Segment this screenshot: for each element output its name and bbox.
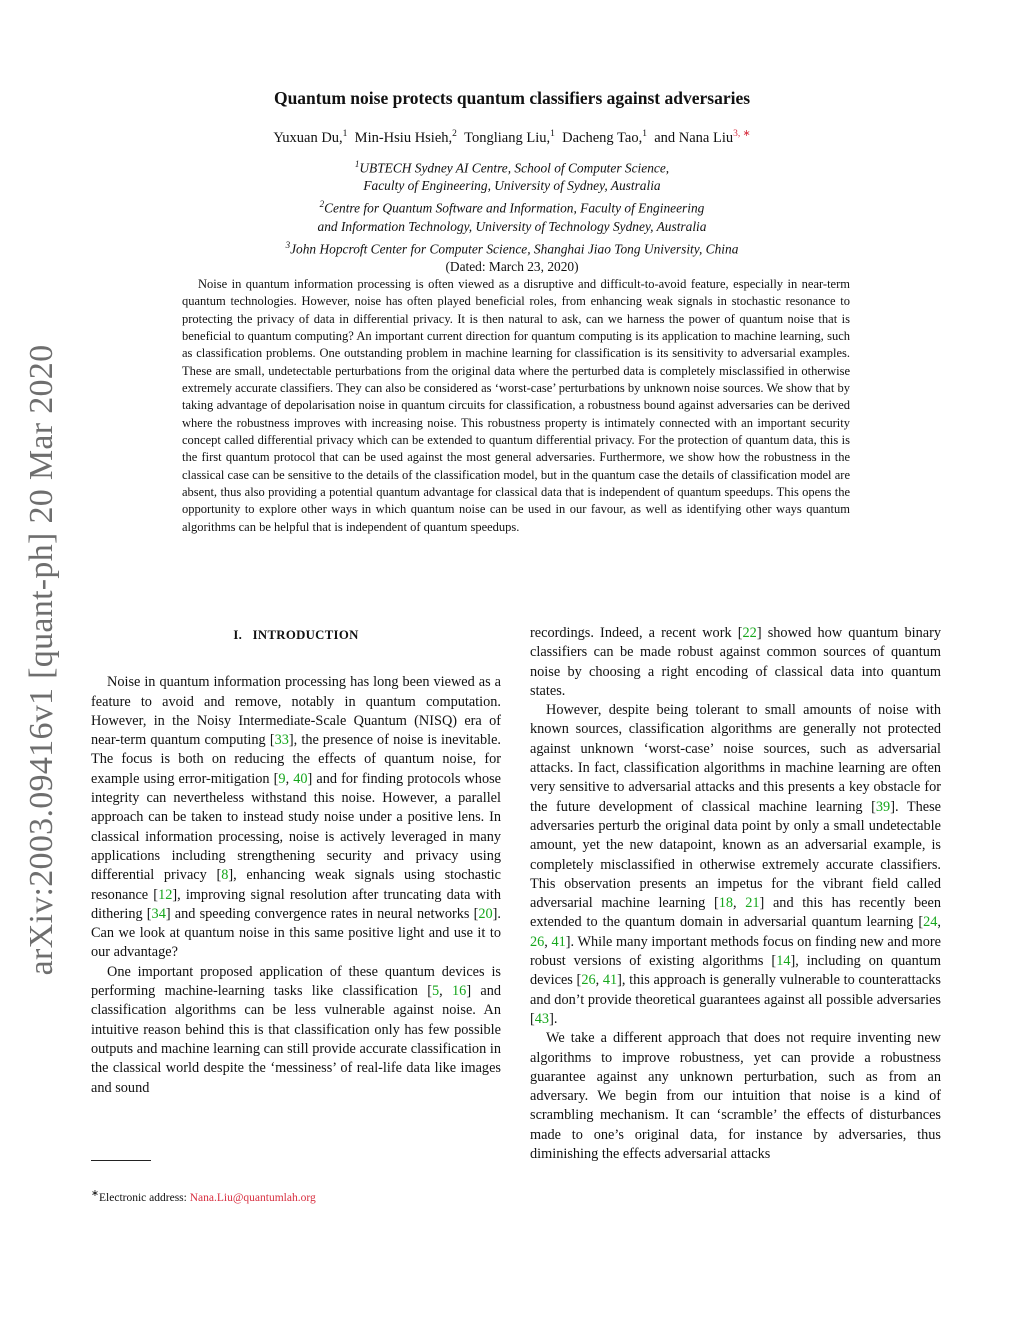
citation-link[interactable]: 12 xyxy=(158,886,173,903)
text-run: One important proposed application of these quantum devices is performing machine-learning tasks like classification [ xyxy=(91,963,501,1000)
footnote: ∗Electronic address: Nana.Liu@quantumlah.org xyxy=(91,1188,316,1204)
text-run: We take a different approach that does not require inventing new algorithms to improve robustness, yet can provide a robustness guarantee against any unknown perturbation, such as from an adversary. We begin from our intuition that noise is a kind of scrambling mechanism. It can ‘scramble’ the effects of disturbances made to one’s original data, for instance by adversaries, thus diminishing the effects adversarial attacks xyxy=(530,1030,941,1163)
date-line: (Dated: March 23, 2020) xyxy=(445,259,579,275)
citation-link[interactable]: 8 xyxy=(221,867,229,884)
citation-link[interactable]: 34 xyxy=(151,905,166,922)
text-run: , xyxy=(439,983,453,1000)
text-run: , xyxy=(733,895,746,912)
arxiv-identifier: arXiv:2003.09416v1 [quant-ph] 20 Mar 2020 xyxy=(23,344,60,976)
author: Yuxuan Du,$^1$ xyxy=(273,129,348,146)
email-link[interactable]: Nana.Liu@quantumlah.org xyxy=(189,1191,316,1204)
text-run: , xyxy=(937,914,941,931)
affiliation-line: $^3$John Hopcroft Center for Computer Science, Shanghai Jiao Tong University, China xyxy=(285,239,739,257)
text-run: ], the presence of noise is inevitable. The focus is both on reducing the effects of quantum noise, for example using error-mitigation [ xyxy=(91,732,501,787)
text-run: recordings. Indeed, a recent work [ xyxy=(530,625,743,641)
text-run: ], improving signal resolution after truncating data with dithering [ xyxy=(91,886,501,922)
abstract-text: Noise in quantum information processing is often viewed as a disruptive and difficult-to-avoid feature, especially in near-term quantum technologies. However, noise has often played beneficial roles, from enhancing weak signals in stochastic resonance to protecting the privacy of data in differential privacy. It is then natural to ask, can we harness the power of quantum noise that is beneficial to quantum computing? An important current direction for quantum computing is its application to machine learning, such as classification problems. One outstanding problem in machine learning for classification is its sensitivity to adversarial examples. These are small, undetectable perturbations from the original data where the perturbed data is completely misclassified in otherwise extremely accurate classifiers. They can also be considered as ‘worst-case’ perturbations by unknown noise sources. We show that by taking advantage of depolarisation noise in quantum circuits for classification, a robustness bound against adversaries can be derived where the robustness improves with increasing noise. This robustness property is intimately connected with an important security concept called differential privacy which can be extended to quantum differential privacy. For the protection of quantum data, this is the first quantum protocol that can be used against the most general adversaries. Furthermore, we show how the robustness in the classical case can be sensitive to the details of the classification model, but in the quantum case the details of classification model are absent, thus also providing a potential quantum advantage for classical data that is independent of quantum speedups. This opens the opportunity to explore other ways in which quantum noise can be used in our favour, as well as identifying other ways quantum algorithms can be helpful that is independent of quantum speedups. xyxy=(182,277,850,534)
citation-link[interactable]: 43 xyxy=(534,1010,550,1027)
affiliation-line: and Information Technology, University of Technology Sydney, Australia xyxy=(317,218,707,234)
citation-link[interactable]: 20 xyxy=(478,905,493,922)
text-run: , xyxy=(595,972,603,989)
citation-link[interactable]: 5 xyxy=(432,983,440,1000)
text-run: ]. xyxy=(549,1010,558,1027)
affiliation-line: $^1$UBTECH Sydney AI Centre, School of Computer Science, xyxy=(354,159,670,176)
arxiv-sidebar-stamp xyxy=(12,340,72,980)
paragraph xyxy=(91,673,501,962)
citation-link[interactable]: 9 xyxy=(278,770,286,787)
citation-link[interactable]: 26 xyxy=(581,972,596,989)
text-run: However, despite being tolerant to small amounts of noise with known sources, classification algorithms are generally not protected against unknown ‘worst-case’ noise sources, such as adversarial attacks. In fact, classification algorithms in machine learning are often very sensitive to adversarial attacks and this presents a key obstacle for the future development of classical machine learning [ xyxy=(530,702,941,815)
affiliations xyxy=(0,155,1024,276)
paragraph-continued xyxy=(530,624,941,701)
text-run: ]. Can we look at quantum noise in this same positive light and use it to our advantage? xyxy=(91,905,502,961)
text-run: ] and speeding convergence rates in neural networks [ xyxy=(165,905,479,922)
text-run: Noise in quantum information processing has long been viewed as a feature to avoid and remove, notably in quantum computation. However, in the Noisy Intermediate-Scale Quantum (NISQ) era of near-term quantum computing [ xyxy=(91,674,501,749)
text-run: ]. While many important methods focus on finding new and more robust versions of existing algorithms [ xyxy=(530,933,942,970)
paper-title: Quantum noise protects quantum classifiers against adversaries xyxy=(273,88,751,108)
right-column xyxy=(530,624,941,1164)
text-run: ] and this has recently been extended to the quantum domain in adversarial quantum learning [ xyxy=(530,895,941,931)
author: Tongliang Liu,$^1$ xyxy=(464,129,555,146)
affiliation-line: $^2$Centre for Quantum Software and Information, Faculty of Engineering xyxy=(319,199,705,216)
citation-link[interactable]: 41 xyxy=(551,933,566,950)
citation-link[interactable]: 22 xyxy=(742,625,757,641)
abstract xyxy=(182,276,850,536)
citation-link[interactable]: 33 xyxy=(274,732,289,749)
citation-link[interactable]: 18 xyxy=(718,895,734,912)
author: Dacheng Tao,$^1$ xyxy=(562,129,647,146)
text-run: ], enhancing weak signals using stochastic resonance [ xyxy=(91,867,501,903)
citation-link[interactable]: 39 xyxy=(875,798,891,815)
section-heading: I. INTRODUCTION xyxy=(233,628,359,642)
author: and Nana Liu$^{3, ∗}$ xyxy=(654,129,751,146)
citation-link[interactable]: 24 xyxy=(923,914,938,931)
paragraph xyxy=(530,701,941,1029)
citation-link[interactable]: 16 xyxy=(452,983,467,1000)
text-run: ] and classification algorithms can be less vulnerable against noise. An intuitive reason behind this is that classification only has few possible outputs and machine learning can still provide accurate classification in the classical world despite the ‘messiness’ of real-life data like images and sound xyxy=(91,983,502,1096)
footnote-rule xyxy=(91,1160,151,1161)
citation-link[interactable]: 14 xyxy=(776,953,791,970)
text-run: ] showed how quantum binary classifiers can be made robust against common sources of quantum noise by choosing a right encoding of classical data into quantum states. xyxy=(530,625,941,699)
citation-link[interactable]: 21 xyxy=(745,895,760,912)
left-column xyxy=(91,624,501,1098)
text-run: ]. These adversaries perturb the original data point by only a small undetectable amount, yet the new datapoint, known as an adversarial example, is completely misclassified in otherwise extremely accurate classifiers. This observation presents an impetus for the vibrant field called adversarial machine learning [ xyxy=(530,798,941,912)
affiliation-line: Faculty of Engineering, University of Sydney, Australia xyxy=(363,178,661,194)
author: Min-Hsiu Hsieh,$^2$ xyxy=(354,129,457,146)
text-run: ], including on quantum devices [ xyxy=(530,953,941,989)
paragraph xyxy=(91,963,501,1098)
text-run: ] and for finding protocols whose integrity can nevertheless withstand this noise. However, a parallel approach can be taken to instead study noise under a positive lens. In classical information processing, noise is actively leveraged in many applications including strengthening security and privacy using differential privacy [ xyxy=(91,770,502,884)
author-list xyxy=(0,128,1024,147)
text-run: ], this approach is generally vulnerable to counterattacks and don’t provide theoretical guarantees against all possible adversaries [ xyxy=(530,972,941,1027)
citation-link[interactable]: 26 xyxy=(530,933,545,950)
text-run: , xyxy=(285,770,294,787)
paragraph xyxy=(530,1029,941,1164)
citation-link[interactable]: 41 xyxy=(602,972,618,989)
citation-link[interactable]: 40 xyxy=(293,770,308,787)
text-run: , xyxy=(544,933,552,950)
